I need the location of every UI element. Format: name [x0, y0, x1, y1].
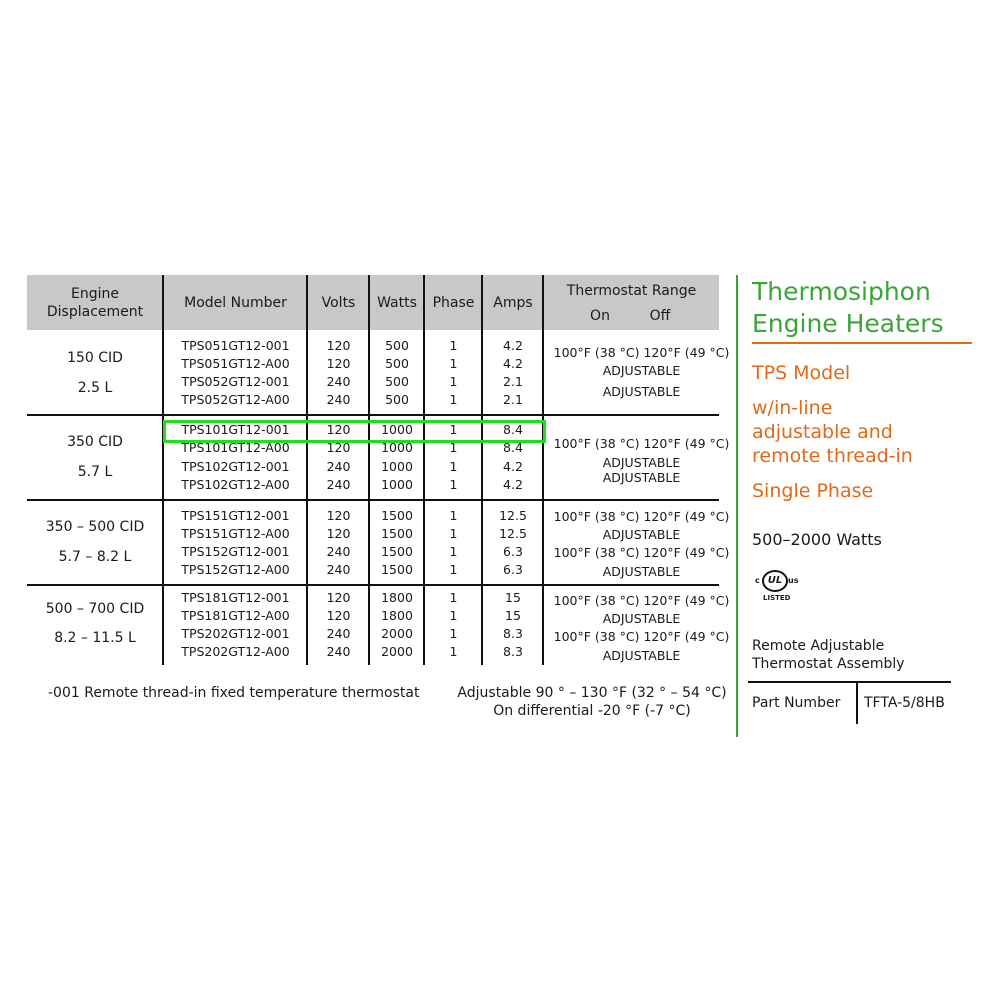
- thermostat-range-text: 100°F (38 °C) 120°F (49 °C): [553, 345, 730, 360]
- model-number: TPS181GT12-001: [181, 590, 290, 605]
- header-volts: Volts: [321, 294, 356, 311]
- amps-value: 15: [505, 590, 521, 605]
- phase-value: 1: [449, 440, 458, 455]
- volts-value: 120: [326, 338, 351, 353]
- description-line1: w/in-line: [752, 397, 833, 419]
- header-model-number: Model Number: [184, 294, 287, 311]
- phase-value: 1: [449, 477, 458, 492]
- model-number: TPS102GT12-A00: [181, 477, 290, 492]
- model-number: TPS102GT12-001: [181, 459, 290, 474]
- volts-value: 120: [326, 608, 351, 623]
- header-engine-line2: Displacement: [46, 303, 144, 320]
- amps-value: 4.2: [503, 459, 523, 474]
- watts-value: 1000: [381, 440, 413, 455]
- header-thermostat-off: Off: [649, 308, 671, 324]
- model-number: TPS181GT12-A00: [181, 608, 290, 623]
- ul-c-mark: c: [755, 576, 760, 585]
- header-engine-line1: Engine: [71, 285, 119, 302]
- header-engine-displacement: [27, 275, 163, 330]
- volts-value: 240: [326, 644, 351, 659]
- description-line2: adjustable and: [752, 421, 893, 443]
- volts-value: 120: [326, 356, 351, 371]
- model-number: TPS202GT12-A00: [181, 644, 290, 659]
- model-number: TPS051GT12-001: [181, 338, 290, 353]
- watts-range: 500–2000 Watts: [752, 530, 882, 549]
- model-number: TPS101GT12-A00: [181, 440, 290, 455]
- thermostat-range-text: ADJUSTABLE: [602, 648, 681, 663]
- watts-value: 500: [385, 392, 409, 407]
- phase-value: 1: [449, 508, 458, 523]
- watts-value: 1500: [381, 526, 413, 541]
- displacement-liters: 2.5 L: [77, 380, 113, 396]
- watts-value: 1500: [381, 508, 413, 523]
- thermostat-range-text: 100°F (38 °C) 120°F (49 °C): [553, 509, 730, 524]
- amps-value: 4.2: [503, 338, 523, 353]
- thermostat-range-text: ADJUSTABLE: [602, 455, 681, 470]
- thermostat-range-text: 100°F (38 °C) 120°F (49 °C): [553, 629, 730, 644]
- watts-value: 500: [385, 374, 409, 389]
- watts-value: 2000: [381, 644, 413, 659]
- phase-value: 1: [449, 526, 458, 541]
- assembly-label: [752, 637, 905, 673]
- amps-value: 15: [505, 608, 521, 623]
- displacement-cid: 350 – 500 CID: [45, 519, 145, 535]
- watts-value: 1000: [381, 477, 413, 492]
- volts-value: 240: [326, 392, 351, 407]
- header-amps: Amps: [493, 294, 533, 311]
- amps-value: 12.5: [499, 526, 527, 541]
- watts-value: 1000: [381, 422, 413, 437]
- model-number: TPS152GT12-A00: [181, 562, 290, 577]
- phase-value: 1: [449, 459, 458, 474]
- watts-value: 500: [385, 356, 409, 371]
- volts-value: 120: [326, 508, 351, 523]
- product-description: [752, 396, 913, 468]
- phase-value: 1: [449, 562, 458, 577]
- phase-value: 1: [449, 392, 458, 407]
- phase-value: 1: [449, 608, 458, 623]
- amps-value: 2.1: [503, 392, 523, 407]
- phase-value: 1: [449, 644, 458, 659]
- watts-value: 1000: [381, 459, 413, 474]
- ul-circle-icon: UL: [762, 570, 788, 592]
- amps-value: 8.4: [503, 440, 523, 455]
- header-watts: Watts: [377, 294, 417, 311]
- product-title-line2: Engine Heaters: [752, 309, 944, 338]
- amps-value: 4.2: [503, 477, 523, 492]
- model-number: TPS202GT12-001: [181, 626, 290, 641]
- watts-value: 2000: [381, 626, 413, 641]
- amps-value: 4.2: [503, 356, 523, 371]
- volts-value: 240: [326, 562, 351, 577]
- description-line3: remote thread-in: [752, 445, 913, 467]
- amps-value: 8.3: [503, 644, 523, 659]
- group-divider: [27, 414, 719, 416]
- volts-value: 240: [326, 477, 351, 492]
- part-table-divider: [856, 681, 858, 724]
- displacement-cid: 350 CID: [67, 434, 123, 450]
- group-divider: [27, 499, 719, 501]
- highlight-box: [163, 420, 546, 443]
- product-title-line1: Thermosiphon: [752, 277, 931, 306]
- side-panel-divider: [736, 275, 738, 737]
- model-number: TPS101GT12-001: [181, 422, 290, 437]
- title-underline: [752, 342, 972, 344]
- volts-value: 120: [326, 590, 351, 605]
- amps-value: 12.5: [499, 508, 527, 523]
- watts-value: 1500: [381, 562, 413, 577]
- volts-value: 120: [326, 440, 351, 455]
- watts-value: 1800: [381, 590, 413, 605]
- thermostat-range-text: ADJUSTABLE: [602, 363, 681, 378]
- amps-value: 8.3: [503, 626, 523, 641]
- part-number-value: TFTA-5/8HB: [864, 695, 945, 711]
- product-title: [752, 276, 944, 340]
- volts-value: 240: [326, 544, 351, 559]
- model-number: TPS051GT12-A00: [181, 356, 290, 371]
- assembly-line2: Thermostat Assembly: [752, 656, 905, 672]
- volts-value: 240: [326, 626, 351, 641]
- displacement-liters: 5.7 – 8.2 L: [58, 549, 132, 565]
- footnote-fixed-thermostat: -001 Remote thread-in fixed temperature thermostat: [48, 685, 420, 701]
- volts-value: 120: [326, 526, 351, 541]
- model-number: TPS151GT12-A00: [181, 526, 290, 541]
- ul-listed-text: LISTED: [763, 594, 791, 602]
- phase-value: 1: [449, 626, 458, 641]
- model-number: TPS152GT12-001: [181, 544, 290, 559]
- group-divider: [27, 584, 719, 586]
- assembly-line1: Remote Adjustable: [752, 638, 885, 654]
- amps-value: 2.1: [503, 374, 523, 389]
- displacement-cid: 150 CID: [67, 350, 123, 366]
- phase-value: 1: [449, 422, 458, 437]
- phase-line: Single Phase: [752, 480, 874, 502]
- thermostat-range-text: ADJUSTABLE: [602, 384, 681, 399]
- phase-value: 1: [449, 590, 458, 605]
- thermostat-range-text: 100°F (38 °C) 120°F (49 °C): [553, 593, 730, 608]
- ul-us-mark: us: [788, 576, 799, 585]
- model-line: TPS Model: [752, 362, 851, 384]
- thermostat-range-text: ADJUSTABLE: [602, 527, 681, 542]
- thermostat-range-text: 100°F (38 °C) 120°F (49 °C): [553, 545, 730, 560]
- header-thermostat-range: Thermostat Range: [566, 283, 697, 299]
- displacement-cid: 500 – 700 CID: [45, 601, 145, 617]
- volts-value: 120: [326, 422, 351, 437]
- watts-value: 1500: [381, 544, 413, 559]
- phase-value: 1: [449, 374, 458, 389]
- model-number: TPS052GT12-A00: [181, 392, 290, 407]
- amps-value: 6.3: [503, 562, 523, 577]
- footnote-on-differential: On differential -20 °F (-7 °C): [493, 703, 691, 719]
- header-phase: Phase: [432, 294, 475, 311]
- amps-value: 8.4: [503, 422, 523, 437]
- amps-value: 6.3: [503, 544, 523, 559]
- thermostat-range-text: ADJUSTABLE: [602, 564, 681, 579]
- displacement-liters: 8.2 – 11.5 L: [54, 630, 136, 646]
- volts-value: 240: [326, 459, 351, 474]
- phase-value: 1: [449, 356, 458, 371]
- ul-listed-logo: [755, 568, 805, 606]
- watts-value: 500: [385, 338, 409, 353]
- model-number: TPS052GT12-001: [181, 374, 290, 389]
- watts-value: 1800: [381, 608, 413, 623]
- thermostat-range-text: ADJUSTABLE: [602, 611, 681, 626]
- phase-value: 1: [449, 338, 458, 353]
- footnote-adjustable-range: Adjustable 90 ° – 130 °F (32 ° – 54 °C): [457, 685, 727, 701]
- thermostat-range-text: ADJUSTABLE: [602, 470, 681, 485]
- model-number: TPS151GT12-001: [181, 508, 290, 523]
- part-number-label: Part Number: [752, 695, 841, 711]
- thermostat-range-text: 100°F (38 °C) 120°F (49 °C): [553, 436, 730, 451]
- header-thermostat-on: On: [590, 308, 610, 324]
- displacement-liters: 5.7 L: [77, 464, 113, 480]
- volts-value: 240: [326, 374, 351, 389]
- part-table-top-border: [748, 681, 951, 683]
- phase-value: 1: [449, 544, 458, 559]
